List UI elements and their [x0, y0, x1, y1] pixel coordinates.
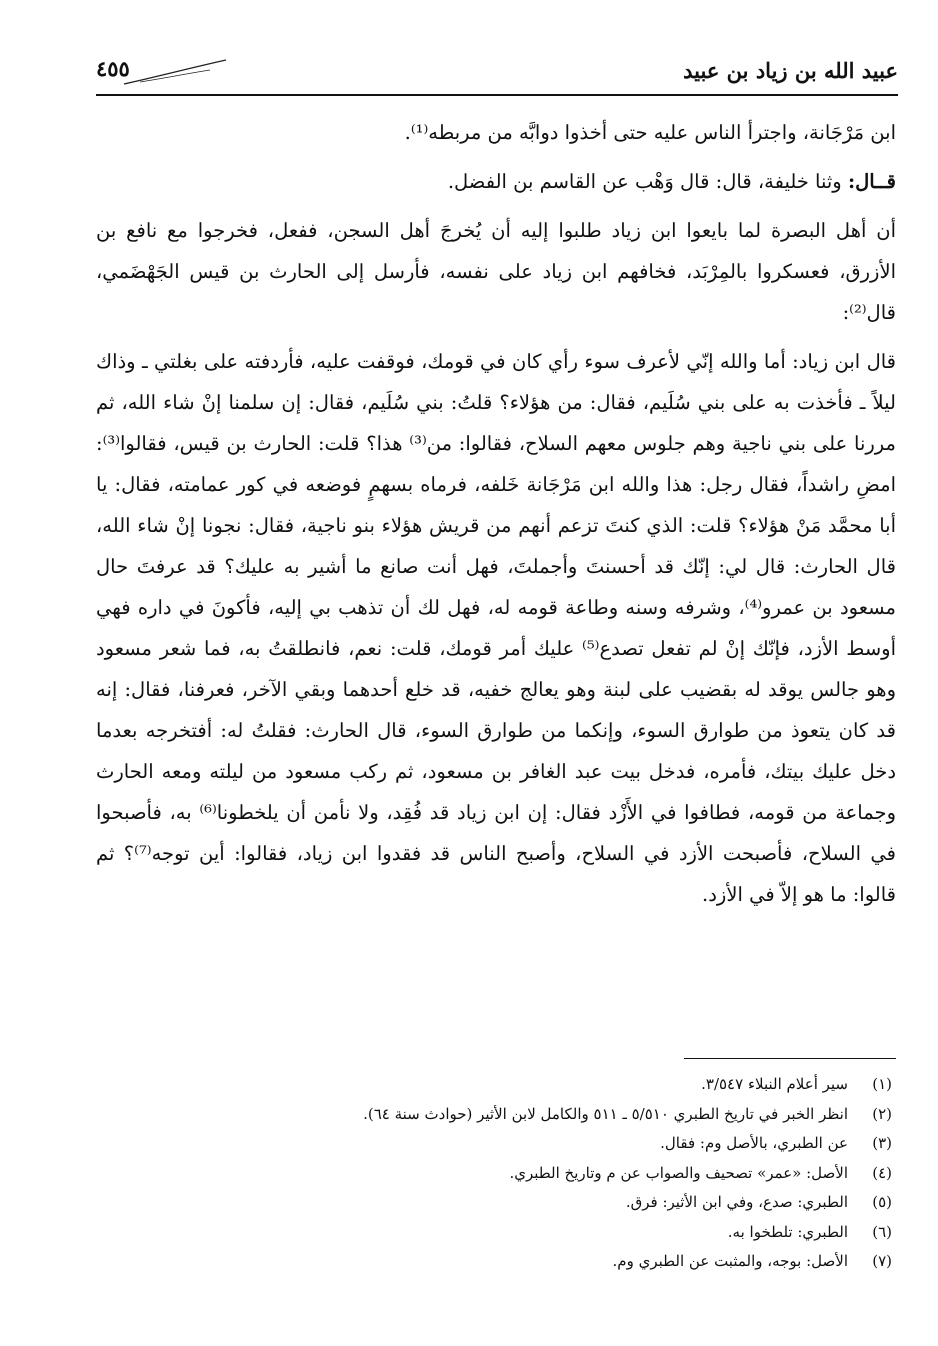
footnote-number: (١): [872, 1075, 892, 1093]
footnote-number: (٤): [872, 1163, 892, 1182]
footnote-text: الأصل: «عمر» تصحيف والصواب عن م وتاريخ الطبري.: [509, 1163, 848, 1182]
footnote-text: الطبري: صدع، وفي ابن الأثير: فرق.: [625, 1193, 848, 1211]
footnotes: [102, 1070, 892, 1277]
page-title: عبيد الله بن زياد بن عبيد: [683, 58, 898, 83]
footnote-text: عن الطبري، بالأصل وم: فقال.: [660, 1134, 848, 1152]
page-number: ٤٥٥: [96, 56, 130, 81]
lead-word: قــال:: [847, 170, 896, 193]
paragraph-4: قال ابن زياد: أما والله إنّي لأعرف سوء رأي كان في قومك، فوقفت عليه، فأردفته على بغلتي ـ وذاك ليلاً ـ فأخذت به على بني سُلَيم، فقال: من هؤلاء؟ قلتُ: بني سُلَيم، فقال: إن سلمنا إنْ شاء الله، ثم مررنا على بني ناجية وهم جلوس معهم السلاح، فقالوا: من⁽³⁾ هذا؟ قلت: الحارث بن قيس، فقالوا⁽³⁾: امضِ راشداً، فقال رجل: هذا والله ابن مَرْجَانة خَلفه، فرماه بسهمٍ فوضعه في كور عمامته، فقال: يا أبا محمَّد مَنْ هؤلاء؟ قلت: الذي كنتَ تزعم أنهم من قريش هؤلاء بنو ناجية، فقال: نجونا إنْ شاء الله، قال الحارث: قال لي: إنّك قد أحسنتَ وأجملتَ، فهل أنت صانع ما أشير به عليك؟ قد عرفتَ حال مسعود بن عمرو⁽⁴⁾، وشرفه وسنه وطاعة قومه له، فهل لك أن تذهب بي إليه، فأكونَ في داره فهي أوسط الأزد، فإنّك إنْ لم تفعل تصدع⁽⁵⁾ عليك أمر قومك، قلت: نعم، فانطلقتُ به، فما شعر مسعود وهو جالس يوقد له بقضيب على لبنة وهو يعالج خفيه، قد خلع أحدهما وبقي الآخر، فعرفنا، فقال: إنه قد كان يتعوذ من طوارق السوء، وإنكما من طوارق السوء، قال الحارث: فقلتُ له: أفتخرجه بعدما دخل عليك بيتك، فأمره، فدخل بيت عبد الغافر بن مسعود، ثم ركب مسعود من ليلته ومعه الحارث وجماعة من قومه، فطافوا في الأَزْد فقال: إن ابن زياد قد فُقِد، ولا نأمن أن يلخطونا⁽⁶⁾ به، فأصبحوا في السلاح، فأصبحت الأزد في السلاح، وأصبح الناس قد فقدوا ابن زياد، فقالوا: أين توجه⁽⁷⁾؟ ثم قالوا: ما هو إلاّ في الأزد.: [96, 350, 897, 906]
footnote-item: [102, 1100, 892, 1130]
footnote-item: [102, 1218, 892, 1248]
footnote-item: [102, 1188, 892, 1218]
footnote-text: سير أعلام النبلاء ٣/٥٤٧.: [701, 1075, 848, 1093]
footnote-item: [102, 1247, 892, 1277]
footnote-text: الطبري: تلطخوا به.: [727, 1222, 848, 1241]
footnote-number: (٦): [872, 1222, 892, 1241]
footnote-number: (٣): [872, 1134, 892, 1152]
decorative-stroke-icon: [120, 58, 230, 88]
footnote-number: (٥): [872, 1193, 892, 1211]
footnote-number: (٧): [872, 1252, 892, 1270]
footnote-rule: [684, 1058, 896, 1059]
footnote-item: [102, 1129, 892, 1159]
paragraph-3: أن أهل البصرة لما بايعوا ابن زياد طلبوا إليه أن يُخرجَ أهل السجن، ففعل، فخرجوا مع نافع بن الأزرق، فعسكروا بالمِرْبَد، فخافهم ابن زياد على نفسه، فأرسل إلى الحارث بن قيس الجَهْضَمي، قال⁽²⁾:: [96, 219, 896, 324]
footnote-number: (٢): [872, 1104, 892, 1123]
footnote-item: [102, 1070, 892, 1100]
footnote-text: انظر الخبر في تاريخ الطبري ٥/٥١٠ ـ ٥١١ والكامل لابن الأثير (حوادث سنة ٦٤).: [363, 1104, 848, 1123]
footnote-item: [102, 1159, 892, 1189]
footnote-text: الأصل: بوجه، والمثبت عن الطبري وم.: [612, 1252, 848, 1270]
paragraph-2: قــال: وثنا خليفة، قال: قال وَهْب عن القاسم بن الفضل.: [447, 170, 896, 193]
paragraph-1: ابن مَرْجَانة، واجترأ الناس عليه حتى أخذوا دوابَّه من مربطه⁽¹⁾.: [404, 121, 896, 144]
main-text: [96, 112, 896, 923]
header-rule: [96, 94, 898, 96]
